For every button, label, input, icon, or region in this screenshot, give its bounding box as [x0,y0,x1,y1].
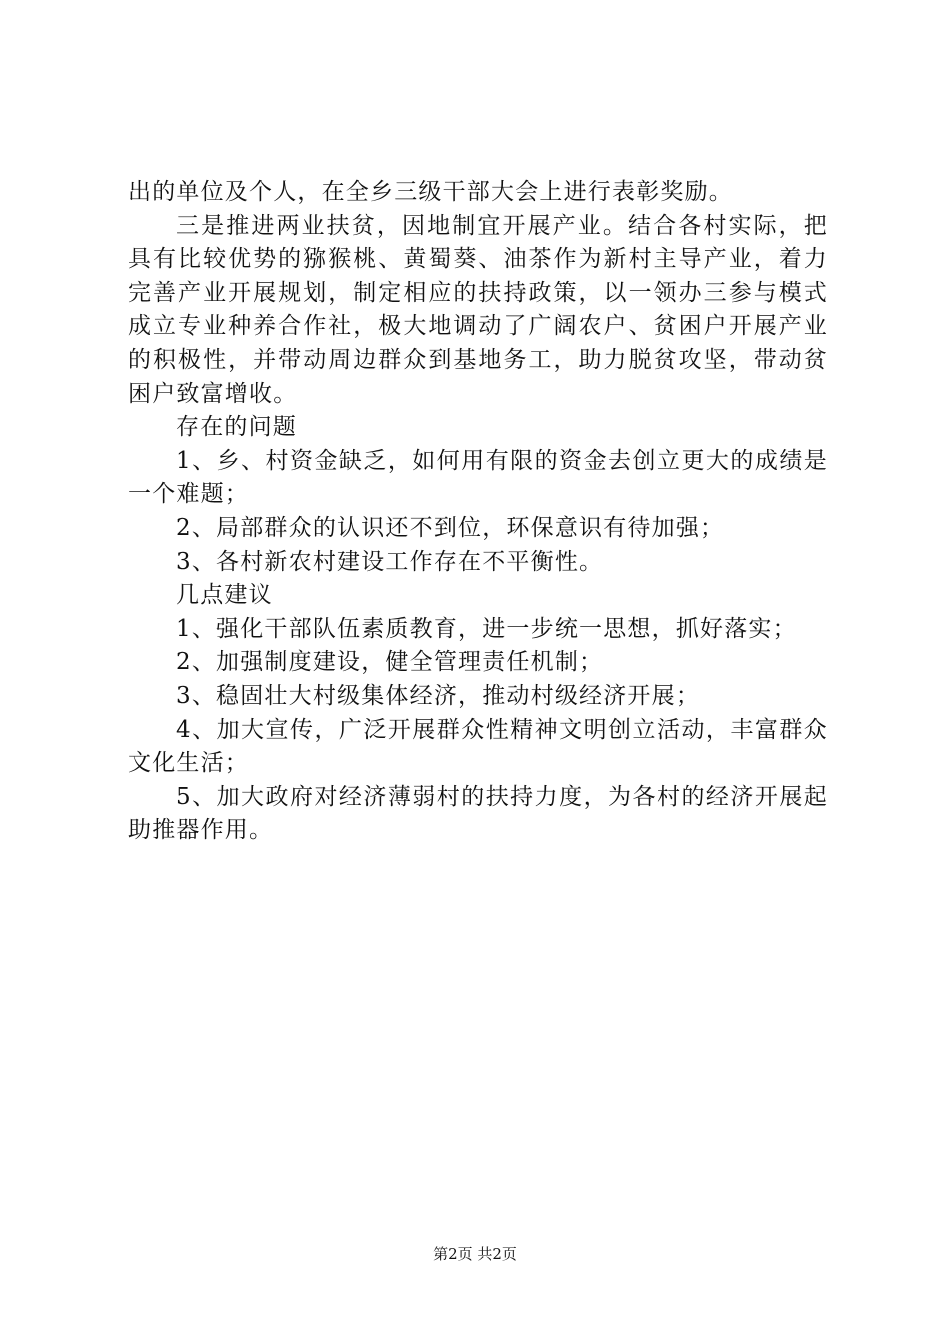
suggestion-item-2: 2、加强制度建设，健全管理责任机制； [176,649,604,676]
document-body [128,176,828,848]
heading-suggestions: 几点建议 [176,582,273,609]
problem-item-2: 2、局部群众的认识还不到位，环保意识有待加强； [176,514,725,541]
suggestion-item-5: 5、加大政府对经济薄弱村的扶持力度，为各村的经济开展起助推器作用。 [128,783,828,844]
suggestion-item-1: 1、强化干部队伍素质教育，进一步统一思想，抓好落实； [176,615,797,642]
paragraph-continuation: 出的单位及个人，在全乡三级干部大会上进行表彰奖励。 [128,179,733,205]
suggestion-item-4: 4、加大宣传，广泛开展群众性精神文明创立活动，丰富群众文化生活； [128,716,828,777]
problem-item-1: 1、乡、村资金缺乏，如何用有限的资金去创立更大的成绩是一个难题； [128,447,828,508]
heading-existing-problems: 存在的问题 [176,414,297,441]
page-footer [0,1244,950,1264]
paragraph-industry-poverty-relief: 三是推进两业扶贫，因地制宜开展产业。结合各村实际，把具有比较优势的猕猴桃、黄蜀葵、油茶作为新村主导产业，着力完善产业开展规划，制定相应的扶持政策，以一领办三参与模式成立专业种养合作社，极大地调动了广阔农户、贫困户开展产业的积极性，并带动周边群众到基地务工，助力脱贫攻坚，带动贫困户致富增收。 [128,212,828,407]
problem-item-3: 3、各村新农村建设工作存在不平衡性。 [176,548,604,575]
page-number-label: 第2页 共2页 [433,1245,517,1263]
suggestion-item-3: 3、稳固壮大村级集体经济，推动村级经济开展； [176,682,701,709]
